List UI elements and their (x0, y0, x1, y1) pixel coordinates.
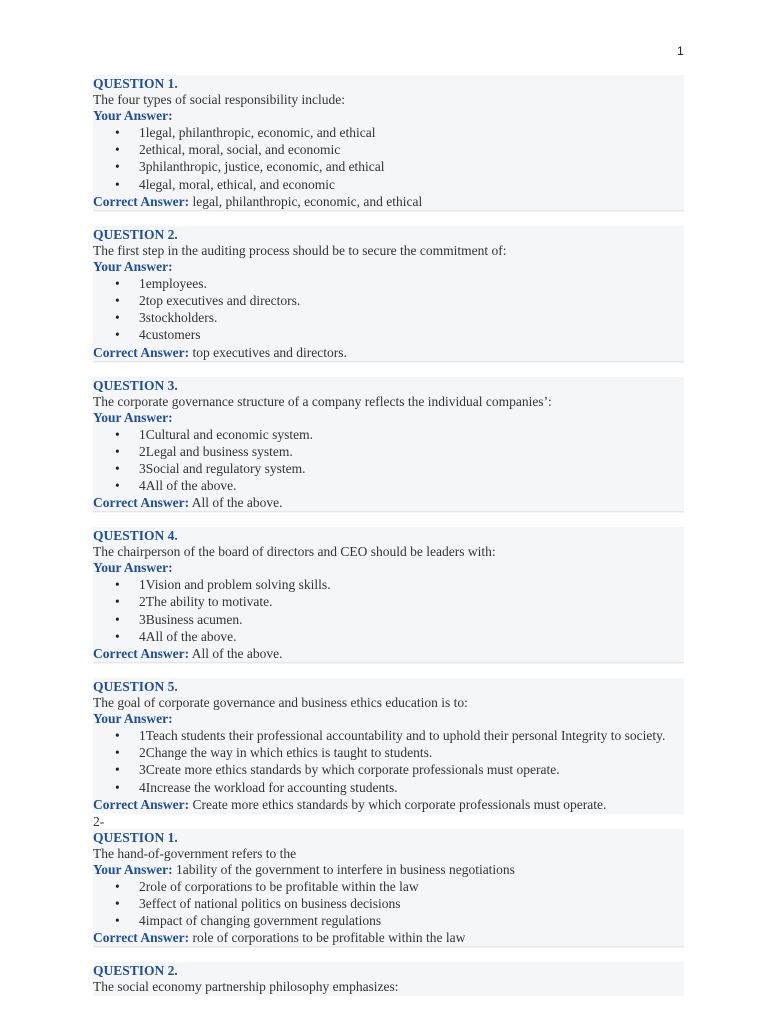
answer-options (93, 276, 684, 344)
question-block (93, 527, 684, 664)
correct-answer-value: role of corporations to be profitable within the law (192, 930, 466, 946)
quiz-content (93, 75, 684, 996)
correct-answer-line (93, 345, 684, 361)
correct-answer-label: Correct Answer: (93, 646, 190, 661)
question-text: The corporate governance structure of a company reflects the individual companies’: (93, 393, 552, 409)
correct-answer-value: All of the above. (191, 646, 283, 661)
your-answer-label: Your Answer: (93, 711, 173, 726)
your-answer-label: Your Answer: (93, 560, 173, 576)
correct-answer-line (93, 646, 684, 662)
answer-options (93, 879, 684, 929)
divider (93, 946, 684, 947)
answer-option[interactable]: • 1Vision and problem solving skills. (93, 577, 684, 593)
question-text: The chairperson of the board of directors and CEO should be leaders with: (93, 544, 496, 560)
answer-option[interactable]: • 1Teach students their professional accountability and to uphold their personal Integrity to society. (93, 728, 684, 744)
answer-option[interactable]: • 2The ability to motivate. (93, 594, 684, 610)
question-block (93, 75, 684, 212)
question-block (93, 678, 684, 814)
answer-option[interactable]: • 3effect of national politics on business decisions (93, 896, 684, 912)
answer-option[interactable]: • 4legal, moral, ethical, and economic (93, 177, 684, 193)
question-title: QUESTION 1. (93, 76, 178, 91)
answer-options (93, 577, 684, 645)
correct-answer-line (93, 194, 684, 210)
divider (93, 511, 684, 512)
question-text: The hand-of-government refers to the (93, 845, 297, 861)
your-answer-line (93, 862, 684, 878)
question-text: The four types of social responsibility include: (93, 92, 345, 107)
question-title: QUESTION 2. (93, 963, 178, 979)
answer-option[interactable]: • 4Increase the workload for accounting students. (93, 780, 684, 796)
question-title: QUESTION 3. (93, 377, 178, 393)
answer-option[interactable]: • 1employees. (93, 276, 684, 292)
divider (93, 210, 684, 211)
answer-options (93, 125, 684, 193)
question-title: QUESTION 4. (93, 528, 178, 544)
answer-option[interactable]: • 1legal, philanthropic, economic, and ethical (93, 125, 684, 141)
answer-option[interactable]: • 3philanthropic, justice, economic, and ethical (93, 159, 684, 175)
correct-answer-label: Correct Answer: (93, 344, 190, 360)
answer-options (93, 427, 684, 495)
answer-option[interactable]: • 4All of the above. (93, 629, 684, 645)
correct-answer-line (93, 495, 684, 511)
answer-option[interactable]: • 1Cultural and economic system. (93, 427, 684, 443)
question-block (93, 962, 684, 996)
correct-answer-label: Correct Answer: (93, 495, 190, 511)
question-title: QUESTION 5. (93, 679, 178, 694)
question-title: QUESTION 1. (93, 829, 178, 845)
divider (93, 361, 684, 362)
correct-answer-value: Create more ethics standards by which corporate professionals must operate. (192, 796, 607, 812)
question-block (93, 226, 684, 363)
your-answer-label: Your Answer: (93, 258, 173, 274)
correct-answer-value: All of the above. (191, 495, 283, 511)
answer-option[interactable]: • 2ethical, moral, social, and economic (93, 142, 684, 158)
section-marker: 2- (93, 814, 684, 829)
correct-answer-line (93, 797, 684, 813)
answer-option[interactable]: • 4customers (93, 327, 684, 343)
correct-answer-label: Correct Answer: (93, 930, 190, 946)
answer-option[interactable]: • 3stockholders. (93, 310, 684, 326)
answer-option[interactable]: • 3Social and regulatory system. (93, 461, 684, 477)
question-text: The first step in the auditing process should be to secure the commitment of: (93, 242, 507, 258)
answer-option[interactable]: 1ability of the government to interfere in business negotiations (176, 861, 515, 877)
question-block (93, 829, 684, 949)
question-block (93, 377, 684, 514)
your-answer-label: Your Answer: (93, 108, 173, 123)
answer-option[interactable]: • 2Legal and business system. (93, 444, 684, 460)
page-number: 1 (677, 44, 684, 58)
question-title: QUESTION 2. (93, 226, 178, 242)
correct-answer-label: Correct Answer: (93, 193, 190, 209)
answer-option[interactable]: • 2role of corporations to be profitable within the law (93, 879, 684, 895)
question-text: The social economy partnership philosophy emphasizes: (93, 979, 399, 995)
your-answer-label: Your Answer: (93, 409, 173, 425)
answer-option[interactable]: • 3Create more ethics standards by which corporate professionals must operate. (93, 762, 684, 778)
answer-options (93, 728, 684, 796)
correct-answer-value: legal, philanthropic, economic, and ethical (192, 193, 423, 209)
correct-answer-label: Correct Answer: (93, 796, 190, 812)
answer-option[interactable]: • 2top executives and directors. (93, 293, 684, 309)
answer-option[interactable]: • 4impact of changing government regulations (93, 913, 684, 929)
answer-option[interactable]: • 3Business acumen. (93, 612, 684, 628)
correct-answer-line (93, 930, 684, 946)
question-text: The goal of corporate governance and business ethics education is to: (93, 695, 468, 710)
answer-option[interactable]: • 4All of the above. (93, 478, 684, 494)
correct-answer-value: top executives and directors. (192, 344, 347, 360)
answer-option[interactable]: • 2Change the way in which ethics is taught to students. (93, 745, 684, 761)
your-answer-label: Your Answer: (93, 861, 173, 877)
divider (93, 662, 684, 663)
